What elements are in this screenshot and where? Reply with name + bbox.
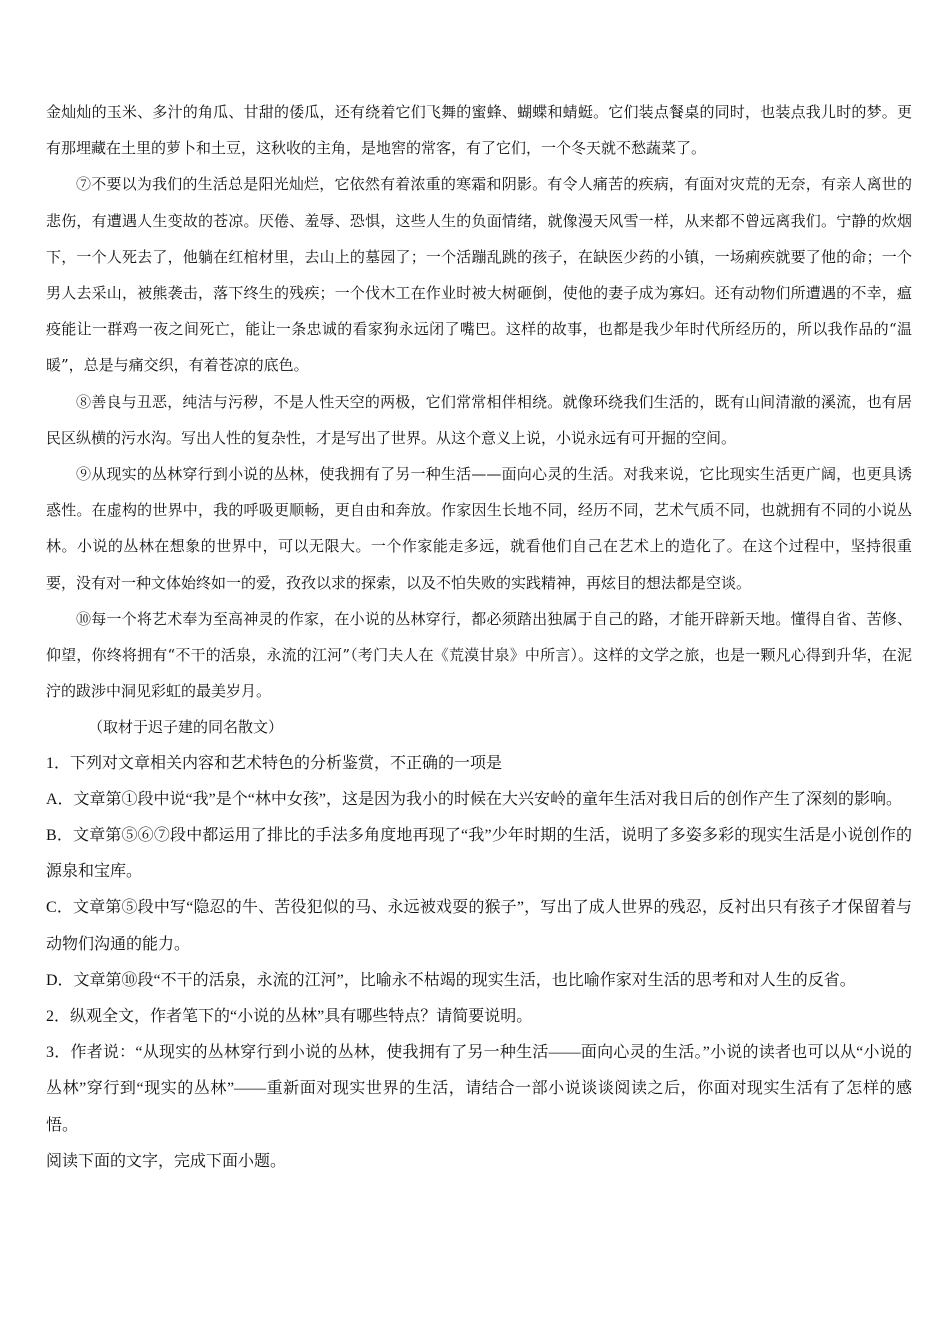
question-1-option-d: D．文章第⑩段“不干的活泉，永流的江河”，比喻永不枯竭的现实生活，也比喻作家对生活的思考和对人生的反省。 — [46, 971, 856, 989]
article-paragraph-7: ⑦不要以为我们的生活总是阳光灿烂，它依然有着浓重的寒霜和阴影。有令人痛苦的疾病，有面对灾荒的无奈，有亲人离世的悲伤，有遭遇人生变故的苍凉。厌倦、羞辱、恐惧，这些人生的负面情绪，就像漫天风雪一样，从来都不曾远离我们。宁静的炊烟下，一个人死去了，他躺在红棺材里，去山上的墓园了；一个活蹦乱跳的孩子，在缺医少药的小镇，一场痢疾就要了他的命；一个男人去采山，被熊袭击，落下终生的残疾；一个伐木工在作业时被大树砸倒，使他的妻子成为寡妇。还有动物们所遭遇的不幸，瘟疫能让一群鸡一夜之间死亡，能让一条忠诚的看家狗永远闭了嘴巴。这样的故事，也都是我少年时代所经历的，所以我作品的“温暖”，总是与痛交织，有着苍凉的底色。 — [46, 175, 912, 375]
article-paragraph-6-end: 金灿灿的玉米、多汁的角瓜、甘甜的倭瓜，还有绕着它们飞舞的蜜蜂、蝴蝶和蜻蜓。它们装点餐桌的同时，也装点我儿时的梦。更有那埋藏在土里的萝卜和土豆，这秋收的主角，是地窖的常客，有了它们，一个冬天就不愁蔬菜了。 — [46, 103, 912, 158]
article-paragraph-10: ⑩每一个将艺术奉为至高神灵的作家，在小说的丛林穿行，都必须踏出独属于自己的路，才能开辟新天地。懂得自省、苦修、仰望，你终将拥有“不干的活泉，永流的江河”（考门夫人在《荒漠甘泉》中所言）。这样的文学之旅，也是一颗凡心得到升华，在泥泞的跋涉中洞见彩虹的最美岁月。 — [46, 609, 912, 701]
question-3: 3．作者说：“从现实的丛林穿行到小说的丛林，使我拥有了另一种生活——面向心灵的生活。”小说的读者也可以从“小说的丛林”穿行到“现实的丛林”——重新面对现实世界的生活，请结合一部小说谈谈阅读之后，你面对现实生活有了怎样的感悟。 — [46, 1044, 912, 1134]
article-paragraph-9: ⑨从现实的丛林穿行到小说的丛林，使我拥有了另一种生活——面向心灵的生活。对我来说，它比现实生活更广阔，也更具诱惑性。在虚构的世界中，我的呼吸更顺畅，更自由和奔放。作家因生长地不同，经历不同，艺术气质不同，也就拥有不同的小说丛林。小说的丛林在想象的世界中，可以无限大。一个作家能走多远，就看他们自己在艺术上的造化了。在这个过程中，坚持很重要，没有对一种文体始终如一的爱，孜孜以求的探索，以及不怕失败的实践精神，再炫目的想法都是空谈。 — [46, 465, 912, 592]
question-2: 2．纵观全文，作者笔下的“小说的丛林”具有哪些特点？请简要说明。 — [46, 1008, 533, 1026]
question-1-option-a: A．文章第①段中说“我”是个“林中女孩”，这是因为我小的时候在大兴安岭的童年生活对我日后的创作产生了深刻的影响。 — [46, 790, 902, 808]
question-1-option-b: B．文章第⑤⑥⑦段中都运用了排比的手法多角度地再现了“我”少年时期的生活，说明了多姿多彩的现实生活是小说创作的源泉和宝库。 — [46, 827, 912, 881]
next-section-instruction: 阅读下面的文字，完成下面小题。 — [46, 1152, 287, 1170]
article-source: （取材于迟子建的同名散文） — [88, 718, 284, 737]
question-1-stem: 1．下列对文章相关内容和艺术特色的分析鉴赏，不正确的一项是 — [46, 754, 503, 772]
article-paragraph-8: ⑧善良与丑恶，纯洁与污秽，不是人性天空的两极，它们常常相伴相绕。就像环绕我们生活的，既有山间清澈的溪流，也有居民区纵横的污水沟。写出人性的复杂性，才是写出了世界。从这个意义上说，小说永远有可开掘的空间。 — [46, 392, 912, 447]
question-1-option-c: C．文章第⑤段中写“隐忍的牛、苦役犯似的马、永远被戏耍的猴子”，写出了成人世界的残忍，反衬出只有孩子才保留着与动物们沟通的能力。 — [46, 899, 912, 953]
document-page — [46, 94, 912, 1180]
